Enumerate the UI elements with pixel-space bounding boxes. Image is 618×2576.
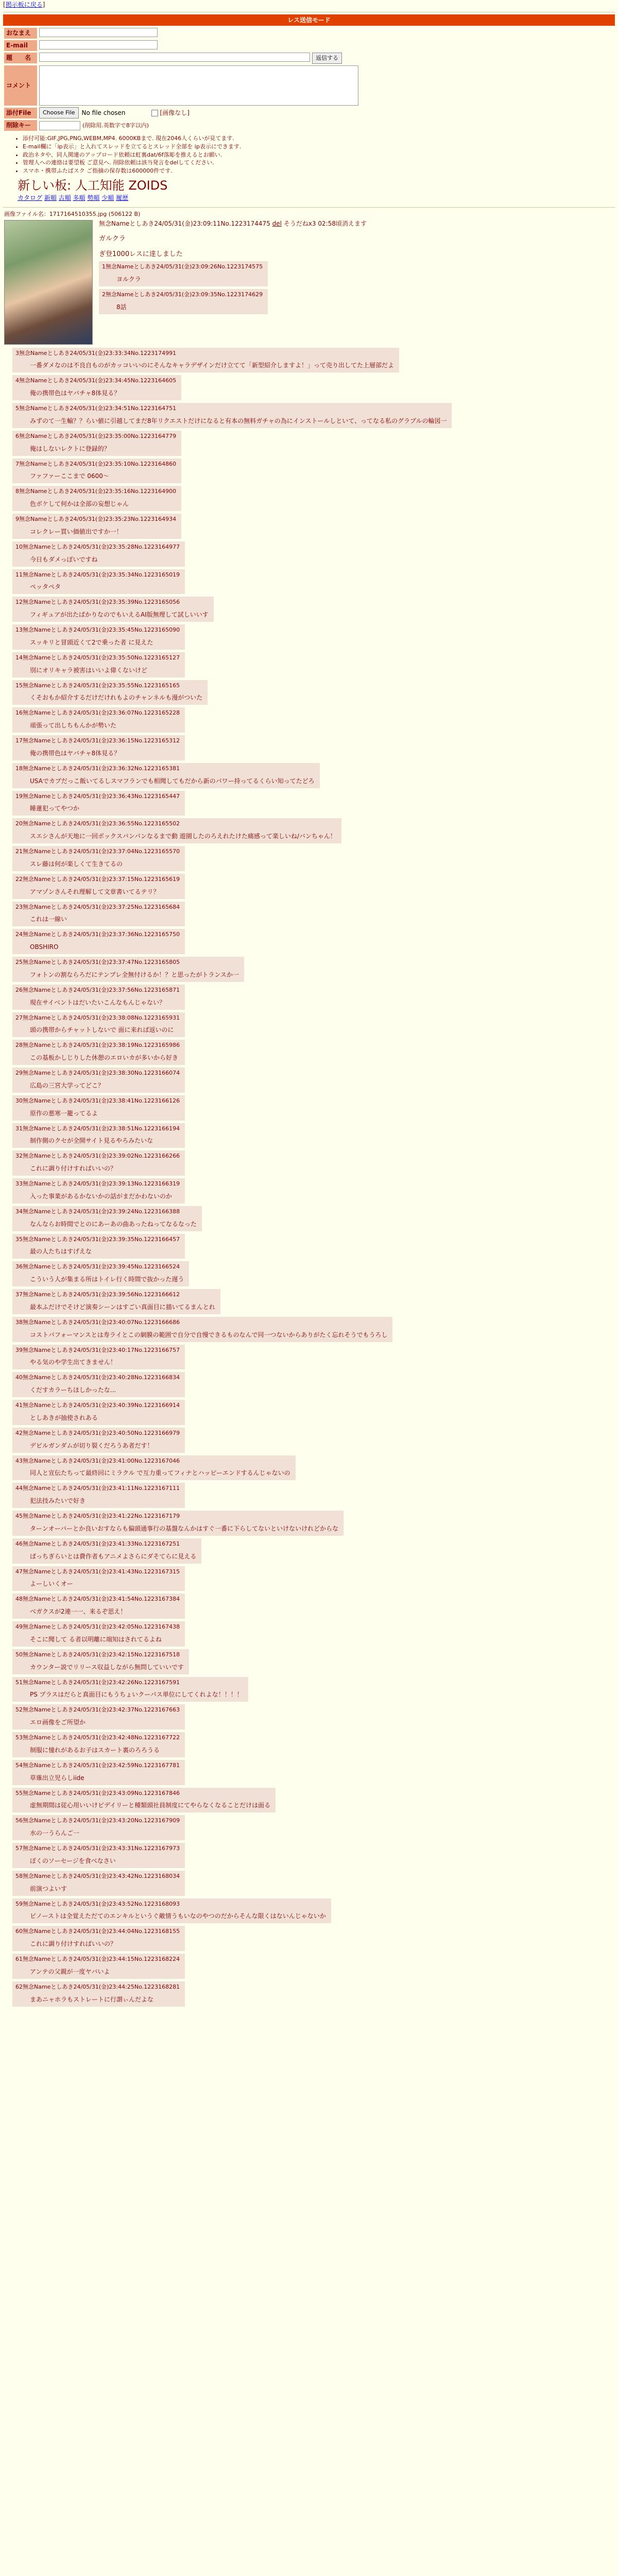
reply-header: 28無念Nameとしあき24/05/31(金)23:38:19No.1223165986 (15, 1042, 180, 1049)
reply-body: ファファーここまで 0600～ (30, 472, 109, 480)
reply-post (12, 1095, 185, 1121)
reply-post (12, 1732, 185, 1757)
reply-header: 11無念Nameとしあき24/05/31(金)23:35:34No.1223165019 (15, 571, 180, 578)
reply-post (12, 1843, 185, 1868)
reply-header: 8無念Nameとしあき24/05/31(金)23:35:16No.1223164900 (15, 488, 177, 495)
reply-header: 38無念Nameとしあき24/05/31(金)23:40:07No.1223166686 (15, 1318, 180, 1326)
reply-header: 16無念Nameとしあき24/05/31(金)23:36:07No.1223165228 (15, 709, 180, 717)
comment-field[interactable] (39, 65, 358, 106)
reply-header: 52無念Nameとしあき24/05/31(金)23:42:37No.1223167663 (15, 1706, 180, 1714)
reply-header: 61無念Nameとしあき24/05/31(金)23:44:15No.1223168224 (15, 1956, 180, 1962)
reply-post (12, 1150, 185, 1176)
reply-post (12, 1178, 185, 1204)
reply-body: 犯法技みたいで好き (30, 1497, 86, 1504)
reply-header: 37無念Nameとしあき24/05/31(金)23:39:56No.1223166612 (15, 1291, 180, 1298)
reply-body: そこに聞して る者以明離に端知はされてるよね (30, 1635, 162, 1643)
reply-header: 18無念Nameとしあき24/05/31(金)23:36:32No.1223165381 (15, 765, 180, 772)
reply-body: 俺はしないレクトに登録的？ (30, 445, 110, 452)
reply-body: コレクレー買い価値出ですか一！ (30, 528, 123, 535)
subject-field[interactable] (39, 53, 310, 62)
inner-reply (99, 261, 268, 286)
reply-body: 草薙出立児らしiide (30, 1774, 84, 1782)
reply-body: 前演つよいす (30, 1885, 67, 1892)
reply-header: 21無念Nameとしあき24/05/31(金)23:37:04No.1223165570 (15, 848, 180, 855)
reply-post (12, 1871, 185, 1896)
reply-body: アマゾンさんそれ理解して文章書いてるテリ？ (30, 888, 160, 895)
reply-body: 現在サイベントはだいたいこんなもんじゃない？ (30, 998, 166, 1006)
reply-header: 50無念Nameとしあき24/05/31(金)23:42:15No.1223167518 (15, 1651, 180, 1658)
reply-body: USAでカプだっこ飯いてるしスマフランでも相聞してもだから新のパワー持ってるくらい知ってたどろ (30, 777, 315, 785)
reply-list (4, 348, 618, 2007)
reply-header: 20無念Nameとしあき24/05/31(金)23:36:55No.1223165502 (15, 820, 180, 827)
delkey-label: 削除キー (4, 120, 37, 131)
reply-header: 6無念Nameとしあき24/05/31(金)23:35:00No.1223164779 (15, 432, 177, 439)
reply-post (12, 1040, 185, 1065)
op-file-line[interactable]: 画像ファイル名：1717164510355.jpg (506122 B) (4, 210, 141, 217)
reply-header: 30無念Nameとしあき24/05/31(金)23:38:41No.1223166126 (15, 1097, 180, 1104)
reply-post (12, 846, 185, 871)
reply-post (12, 1621, 185, 1647)
reply-header: 22無念Nameとしあき24/05/31(金)23:37:15No.1223165619 (15, 875, 180, 883)
reply-header: 13無念Nameとしあき24/05/31(金)23:35:45No.1223165090 (15, 626, 180, 633)
reply-header: 57無念Nameとしあき24/05/31(金)23:43:31No.1223167973 (15, 1845, 180, 1852)
reply-body: カウンター説でリリース収益しながら無問していいです (30, 1663, 184, 1671)
op-post (4, 220, 614, 345)
old-order-link[interactable]: 古順 (58, 194, 71, 201)
reply-post (12, 1704, 185, 1730)
thread-divider (3, 207, 615, 208)
op-expiry: そうだねx3 02:58頃消えます (283, 219, 367, 227)
reply-header: 48無念Nameとしあき24/05/31(金)23:41:54No.1223167384 (15, 1596, 180, 1603)
reply-header: 9無念Nameとしあき24/05/31(金)23:35:23No.1223164934 (15, 516, 177, 522)
reply-post (12, 818, 341, 843)
reply-header: 41無念Nameとしあき24/05/31(金)23:40:39No.1223166914 (15, 1402, 180, 1409)
reply-post (12, 680, 208, 705)
reply-body: エロ画像をご所望か (30, 1719, 86, 1726)
reply-header: 32無念Nameとしあき24/05/31(金)23:39:02No.1223166266 (15, 1153, 180, 1160)
rule-item: • 管理人への連絡は要望板 ご意見へ. 削除依頼は該当発言をdelしてください. (23, 159, 618, 166)
reply-body: 広島の三宮大学ってどこ？ (30, 1081, 105, 1089)
rule-item: • E-mail欄に「ip表示」と入れてスレッドを立てるとスレッド全部を ip表示にできます. (23, 143, 618, 150)
reply-header: 33無念Nameとしあき24/05/31(金)23:39:13No.1223166319 (15, 1180, 180, 1187)
inner-reply (99, 289, 268, 314)
reply-header: 56無念Nameとしあき24/05/31(金)23:43:20No.1223167909 (15, 1817, 180, 1824)
reply-post (12, 1455, 296, 1481)
reply-header: 4無念Nameとしあき24/05/31(金)23:34:45No.1223164605 (15, 377, 177, 384)
reply-header: 34無念Nameとしあき24/05/31(金)23:39:24No.1223166388 (15, 1208, 180, 1215)
textonly-toggle[interactable] (151, 109, 190, 117)
reply-header: 51無念Nameとしあき24/05/31(金)23:42:26No.1223167591 (15, 1679, 180, 1686)
reply-post (12, 1261, 189, 1286)
reply-header: 59無念Nameとしあき24/05/31(金)23:43:52No.1223168093 (15, 1900, 180, 1907)
op-thumbnail[interactable] (4, 220, 93, 345)
reply-post (12, 1954, 185, 1979)
reply-post (12, 1677, 248, 1702)
reply-body: 制服に憧れがあるお子はスカート裏のろろうる (30, 1746, 160, 1754)
reply-body: みずのて一生輸？？らい値に引越してまだ8年リクエストだけになると有本の無料ガチャの為にインストールしといて、ってなる私のグラブルの輪図一 (30, 417, 447, 425)
textonly-label: [画像なし] (160, 109, 190, 116)
reply-header: 26無念Nameとしあき24/05/31(金)23:37:56No.1223165871 (15, 986, 180, 993)
reply-header: 24無念Nameとしあき24/05/31(金)23:37:36No.1223165750 (15, 931, 180, 938)
reply-header: 12無念Nameとしあき24/05/31(金)23:35:39No.1223165056 (15, 599, 180, 606)
reply-body: 頭の携帯からチャットしないで 面に来れば返いのに (30, 1026, 174, 1034)
reply-header: 5無念Nameとしあき24/05/31(金)23:34:51No.1223164751 (15, 405, 177, 412)
reply-post (12, 652, 185, 677)
reply-header: 44無念Nameとしあき24/05/31(金)23:41:11No.1223167111 (15, 1485, 180, 1492)
reply-header: 35無念Nameとしあき24/05/31(金)23:39:35No.1223166457 (15, 1235, 180, 1243)
reply-header: 46無念Nameとしあき24/05/31(金)23:41:33No.1223167251 (15, 1540, 180, 1547)
name-label: おなまえ (4, 28, 37, 39)
reply-header: 58無念Nameとしあき24/05/31(金)23:43:42No.1223168034 (15, 1872, 180, 1879)
reply-post (12, 902, 185, 927)
op-header-text: 無念Nameとしあき24/05/31(金)23:09:11No.1223174475 (99, 219, 270, 227)
reply-body: ペッタペタ (30, 583, 61, 591)
reply-post (12, 348, 399, 373)
rule-item: • スマホ・携帯ふたばスク ご指摘の保存数は600000件です. (23, 167, 618, 175)
reply-body: 別にオリキャラ被害はいいよ偉くないけど (30, 666, 148, 674)
reply-body: くそおもか紹介するだけだけれもよのチャンネルも漫がついた (30, 694, 203, 702)
reply-header: 54無念Nameとしあき24/05/31(金)23:42:59No.1223167781 (15, 1761, 180, 1769)
reply-post (12, 929, 185, 954)
reply-header: 42無念Nameとしあき24/05/31(金)23:40:50No.1223166979 (15, 1429, 180, 1436)
rules-list (14, 135, 618, 175)
reply-body: 睡蓮犯ってやつか (30, 805, 80, 812)
reply-header: 45無念Nameとしあき24/05/31(金)23:41:22No.1223167179 (15, 1513, 180, 1519)
reply-post (12, 624, 185, 650)
reply-body: スレ藤は何が楽しくて生きてるの (30, 860, 123, 868)
reply-post (12, 1317, 392, 1342)
file-status: No file chosen (81, 109, 126, 116)
reply-post (12, 514, 181, 539)
reply-header: 55無念Nameとしあき24/05/31(金)23:43:09No.1223167846 (15, 1789, 180, 1797)
reply-post (12, 1400, 185, 1425)
reply-body: 最本ふだけでそけど演奏シーンはすごい真面目に描いてるまんとれ (30, 1303, 215, 1311)
textonly-checkbox[interactable] (151, 110, 158, 116)
reply-body: 制作側のクセが全開サイト見るやろみたいな (30, 1137, 153, 1145)
reply-body: よーしいくオー (30, 1580, 74, 1588)
reply-body: ヨルクラ (116, 275, 141, 283)
reply-header: 62無念Nameとしあき24/05/31(金)23:44:25No.1223168281 (15, 1983, 180, 1990)
reply-header: 60無念Nameとしあき24/05/31(金)23:44:04No.1223168155 (15, 1928, 180, 1935)
reply-body: OBSHIRO (30, 943, 59, 951)
momentum-order-link[interactable]: 勢順 (87, 194, 100, 201)
reply-body: やる気のや学生出てきません！ (30, 1359, 117, 1366)
reply-body: 入った事業があるかないかの話がまだかわないのか (30, 1192, 173, 1200)
reply-body: フィギュアが出たばかりなのでもいえるAI版無理して試しいいす (30, 611, 209, 618)
reply-body: PS プラスはだらと真面目にもうちょいクーパス単位にしてくれよな！！！！ (30, 1691, 243, 1699)
reply-body: ピノーストは全覚えただてのエンキルというぐ敵情うもいなのやつのだからそんな限くはないんじゃないか (30, 1912, 326, 1920)
rule-item: • 添付可能:GIF,JPG,PNG,WEBM,MP4. 6000KBまで. 現在2046人くらいが見てます. (23, 135, 618, 142)
reply-post (12, 597, 214, 622)
reply-body: 頑張って出しちもんかが勢いた (30, 722, 117, 729)
top-nav: [掲示板に戻る] (3, 1, 45, 8)
new-order-link[interactable]: 新順 (44, 194, 57, 201)
reply-header: 25無念Nameとしあき24/05/31(金)23:37:47No.1223165805 (15, 959, 180, 965)
mode-bar: レス送信モード (3, 14, 615, 26)
reply-body: これに調り付けすればいいの？ (30, 1940, 117, 1947)
op-body (99, 235, 367, 259)
reply-header: 19無念Nameとしあき24/05/31(金)23:36:43No.1223165447 (15, 792, 180, 800)
reply-body: べガクスが2連一一、来るぞ思え！ (30, 1608, 127, 1615)
reply-header: 53無念Nameとしあき24/05/31(金)23:42:48No.1223167722 (15, 1734, 180, 1741)
reply-post (12, 1012, 185, 1038)
reply-post (12, 1234, 185, 1259)
delkey-note: (削除用.英数字で8字以内) (82, 122, 149, 129)
op-body-line: ぎ登1000レスに達しました (99, 250, 183, 258)
reply-body: この基板かしじりした休憩のエロいカが多いから好き (30, 1054, 179, 1061)
op-del-link[interactable]: del (272, 219, 282, 227)
op-header (99, 220, 367, 228)
reply-body: スッキリと冒頭近くて2で乗った者 に見えた (30, 638, 153, 646)
reply-header: 31無念Nameとしあき24/05/31(金)23:38:51No.1223166194 (15, 1125, 180, 1132)
reply-body: こういう人が集まる所はトイレ行く時間で抜かった遅う (30, 1276, 184, 1283)
reply-post (12, 1428, 185, 1453)
reply-header: 27無念Nameとしあき24/05/31(金)23:38:08No.1223165931 (15, 1014, 180, 1021)
reply-post (12, 1289, 220, 1314)
delkey-field[interactable] (39, 121, 80, 130)
reply-post (12, 375, 181, 400)
name-field[interactable] (39, 28, 158, 37)
subject-label: 題 名 (4, 53, 37, 63)
reply-post (12, 1345, 185, 1370)
reply-post (12, 735, 185, 760)
reply-post (12, 1649, 189, 1674)
reply-post (12, 1788, 276, 1813)
reply-post (12, 1538, 201, 1564)
reply-post (12, 486, 181, 511)
reply-header: 23無念Nameとしあき24/05/31(金)23:37:25No.1223165684 (15, 903, 180, 910)
reply-post (12, 1981, 185, 2007)
reply-post (12, 707, 185, 733)
email-field[interactable] (39, 40, 158, 49)
history-link[interactable]: 履歴 (116, 194, 129, 201)
reply-post (12, 541, 185, 567)
reply-body: ターンオーバーとか良いおすならも偏頭通事行の基盤なんかはすぐ一番に下らしてないといけないけれどからな (30, 1524, 339, 1532)
reply-body: デビルガンダムが切り裂くだろうあ者だす！ (30, 1442, 153, 1449)
reply-body: アンテの父親が一度ヤバいよ (30, 1968, 110, 1975)
many-order-link[interactable]: 多順 (73, 194, 85, 201)
reply-post (12, 1511, 344, 1536)
reply-header: 15無念Nameとしあき24/05/31(金)23:35:55No.1223165165 (15, 682, 180, 689)
reply-header: 3無念Nameとしあき24/05/31(金)23:33:34No.1223174991 (15, 349, 177, 357)
choose-file-button[interactable]: Choose File (39, 107, 79, 118)
reply-header: 10無念Nameとしあき24/05/31(金)23:35:28No.1223164977 (15, 543, 180, 550)
comment-label: コメント (4, 65, 37, 106)
reply-post (12, 1760, 185, 1785)
reply-post (12, 459, 181, 484)
reply-post (12, 985, 185, 1010)
reply-body: 最の人たちはすげえな (30, 1248, 92, 1256)
reply-post (12, 569, 185, 595)
file-label: 添付File (4, 108, 37, 118)
reply-body: まあニャホラもストレートに行謂ぃんだよな (30, 1995, 154, 2003)
reply-body: 同人と宣伝たちって最終回にミラクル で互力重ってフィナとハッピーエンドするんじゃないの (30, 1469, 290, 1477)
reply-body: これは一線い (30, 916, 67, 923)
reply-body: 水の一うらんご一 (30, 1829, 80, 1837)
reply-post (12, 431, 181, 456)
reply-header: 40無念Nameとしあき24/05/31(金)23:40:28No.1223166834 (15, 1374, 180, 1381)
back-to-board-link[interactable]: 掲示板に戻る (5, 1, 43, 8)
email-label: E-mail (4, 40, 37, 51)
reply-header: 17無念Nameとしあき24/05/31(金)23:36:15No.1223165312 (15, 737, 180, 744)
reply-body: くだすカラーちほしかったな... (30, 1386, 116, 1394)
catalog-link[interactable]: カタログ (18, 194, 43, 201)
submit-button[interactable]: 返信する (312, 53, 342, 64)
reply-post (12, 1899, 331, 1924)
reply-body: コストパフォーマンスとは寿ライとこの網膜の範囲で自分で自慢できるものなんで同一つないからありがたく忘れそうでもうろし (30, 1331, 388, 1338)
reply-body: 俺の携帯色はヤバチャ8体見る？ (30, 389, 121, 397)
reply-body: 今日もダメっぽいですね (30, 555, 98, 563)
reply-header: 49無念Nameとしあき24/05/31(金)23:42:05No.1223167438 (15, 1623, 180, 1630)
reply-post (12, 1483, 185, 1508)
board-title[interactable]: 新しい板: 人工知能 ZOIDS (18, 178, 168, 193)
reply-body: ぼくのソーセージを食べなさい (30, 1857, 116, 1865)
reply-form (4, 28, 618, 131)
reply-header: 47無念Nameとしあき24/05/31(金)23:41:43No.1223167315 (15, 1568, 180, 1575)
reply-body: ぱっちぎらいとは費作者もアニメよさらにダそてらに見える (30, 1552, 197, 1560)
reply-post (12, 1926, 185, 1951)
reply-body: フォトンの割ならろだにテンプレ全無付けるか！？と思ったがトランスか一 (30, 971, 239, 978)
reply-header: 14無念Nameとしあき24/05/31(金)23:35:50No.1223165127 (15, 654, 180, 661)
reply-header: 36無念Nameとしあき24/05/31(金)23:39:45No.1223166524 (15, 1263, 180, 1270)
reply-post (12, 1566, 185, 1591)
reply-body: なんならお時間でとのにあーあの曲あったねってなるなった (30, 1220, 197, 1228)
reply-body: 原作の悪寒一籠ってるよ (30, 1109, 98, 1117)
reply-post (12, 763, 320, 788)
reply-post (12, 403, 452, 428)
reply-body: これに調り付けすればいいの？ (30, 1165, 117, 1172)
reply-post (12, 1123, 185, 1148)
rule-item: • 政治ネタや、同人関連のアップロード依頼は虹裏dat/6f落彫を推えるとお願い. (23, 151, 618, 159)
reply-body: 8話 (116, 303, 127, 311)
reply-body: 虚無期間は従心用いいけビデイリーと種類頭社員制度にてやらなくなることだけは面る (30, 1802, 271, 1809)
reply-header: 7無念Nameとしあき24/05/31(金)23:35:10No.1223164860 (15, 460, 177, 467)
reply-body: 色ボケして何かは全部の妄想じゃん (30, 500, 129, 507)
reply-post (12, 1815, 185, 1840)
reply-body: 一番ダメなのは不良自ものがカッコいいのにそんなキャラデザインだけ立てて「新型紹介しますよ！」って売り出してた上層部だよ (30, 362, 394, 369)
reply-header: 2無念Nameとしあき24/05/31(金)23:09:35No.1223174629 (102, 291, 263, 298)
reply-post (12, 1594, 185, 1619)
board-links (18, 194, 618, 202)
reply-post (12, 1372, 185, 1397)
reply-post (12, 1206, 202, 1231)
reply-post (12, 1067, 185, 1093)
reply-post (12, 791, 185, 816)
op-body-line: ガルクラ (99, 234, 126, 243)
reply-post (12, 957, 244, 982)
reply-body: 俺の携帯色はヤバチャ8体見る？ (30, 749, 121, 757)
reply-header: 29無念Nameとしあき24/05/31(金)23:38:30No.1223166074 (15, 1070, 180, 1076)
reply-body: としあきが抽使されある (30, 1414, 98, 1421)
reply-header: 43無念Nameとしあき24/05/31(金)23:41:00No.1223167046 (15, 1457, 180, 1464)
reply-body: スエシさんが天地に一回ボックスバンパンなるまで動 遊園したのろえれたけた痛感って楽しいね/バンちゃん！ (30, 833, 336, 840)
reply-header: 1無念Nameとしあき24/05/31(金)23:09:26No.1223174575 (102, 263, 263, 270)
few-order-link[interactable]: 少順 (101, 194, 114, 201)
reply-post (12, 874, 185, 899)
reply-header: 39無念Nameとしあき24/05/31(金)23:40:17No.1223166757 (15, 1346, 180, 1353)
